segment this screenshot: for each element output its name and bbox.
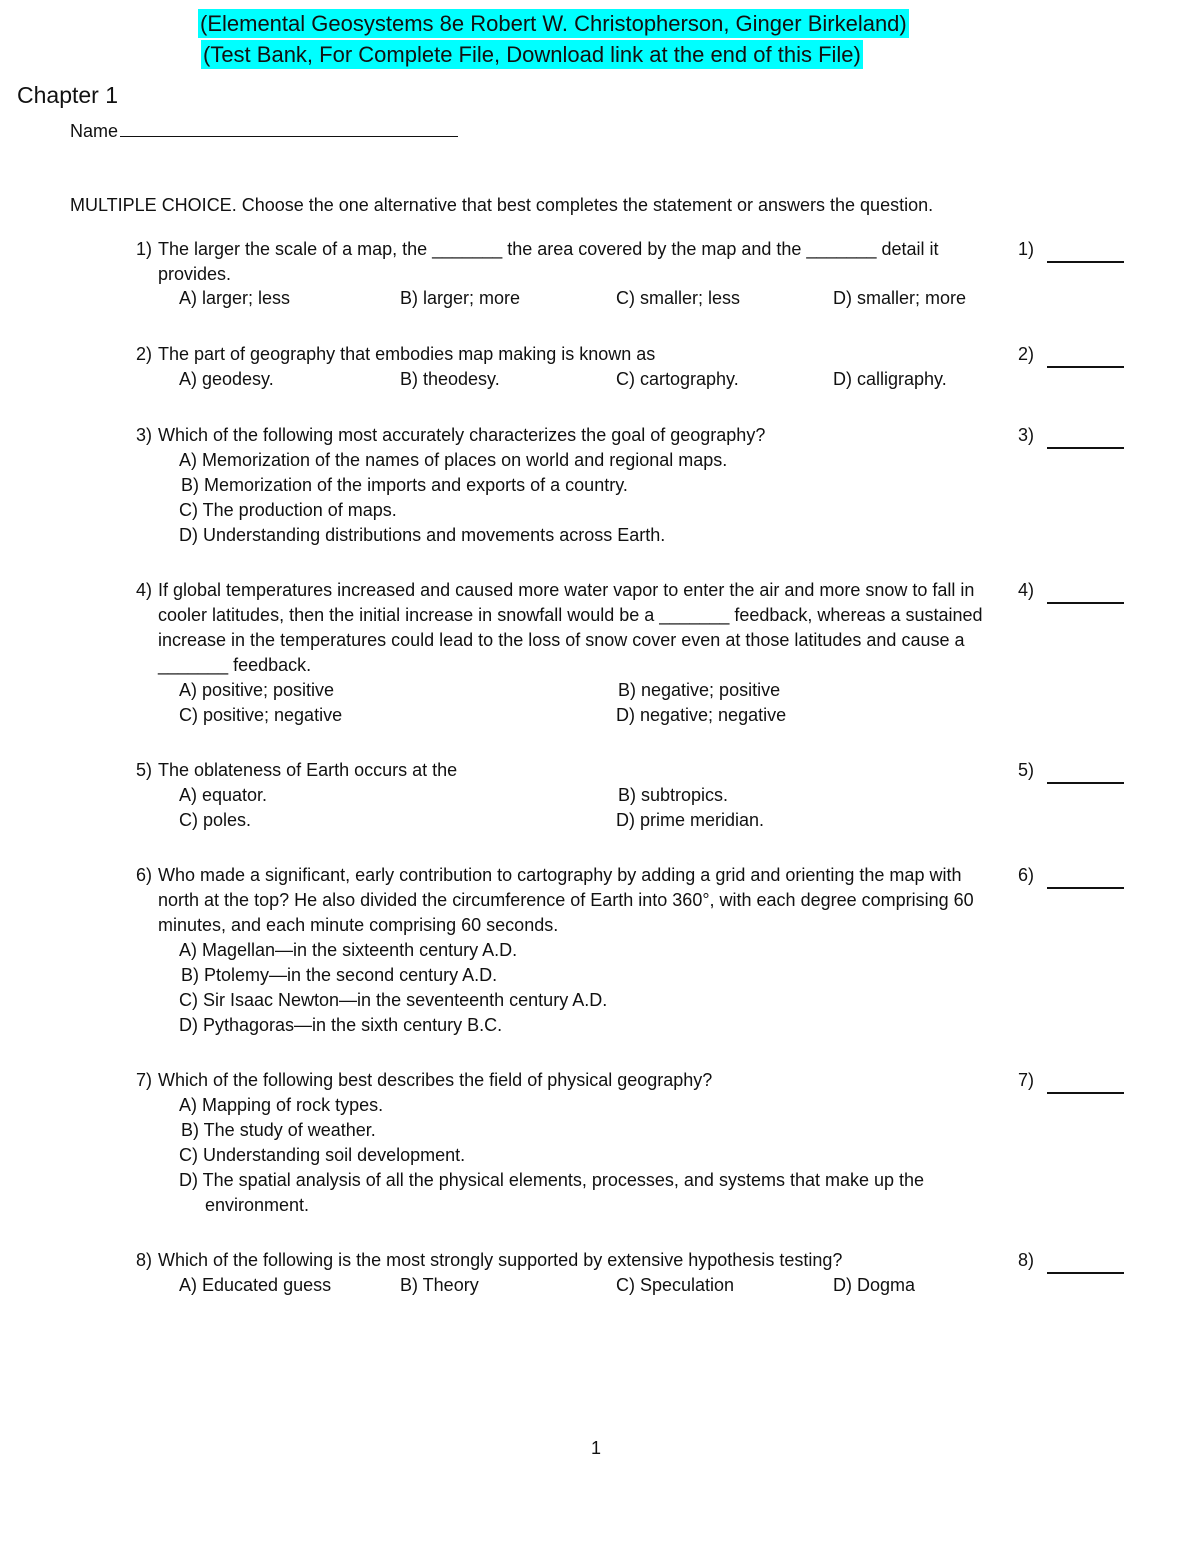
answer-label: 2) [1018,344,1035,364]
question-text: Who made a significant, early contribution to cartography by adding a grid and orienting the map with north at the top? He also divided the circumference of Earth into 360°, with each degree comprising 60 minutes, and each minute comprising 60 seconds. [158,865,974,935]
answer-label: 6) [1018,865,1035,885]
option-c: C) cartography. [616,369,739,389]
question-text: If global temperatures increased and caused more water vapor to enter the air and more snow to fall in cooler latitudes, then the initial increase in snowfall would be a _______ feedback, whereas a sustained increase in the temperatures could lead to the loss of snow cover even at those latitudes and cause a _______ feedback. [158,580,983,675]
question-number: 8) [136,1250,153,1270]
question-stem [136,423,996,448]
option-b: B) The study of weather. [181,1120,376,1140]
question-stem [136,578,996,678]
question-number: 1) [136,239,153,259]
question-number: 7) [136,1070,153,1090]
answer-blank[interactable] [1047,1272,1124,1274]
option-d: D) Understanding distributions and movements across Earth. [179,525,666,545]
option-b: B) subtropics. [618,785,729,805]
option-a: A) Mapping of rock types. [179,1095,384,1115]
question-text: Which of the following best describes the field of physical geography? [158,1070,713,1090]
question-text: The oblateness of Earth occurs at the [158,760,458,780]
option-a: A) geodesy. [179,369,274,389]
name-blank-line [120,120,458,137]
header-line-1: (Elemental Geosystems 8e Robert W. Christopherson, Ginger Birkeland) [200,11,907,36]
question-number: 5) [136,760,153,780]
answer-blank[interactable] [1047,261,1124,263]
answer-label: 4) [1018,580,1035,600]
question-text: Which of the following most accurately characterizes the goal of geography? [158,425,766,445]
answer-label: 7) [1018,1070,1035,1090]
question-stem [136,863,996,938]
answer-blank[interactable] [1047,887,1124,889]
option-c: C) smaller; less [616,288,741,308]
page-number: 1 [591,1438,602,1458]
option-b: B) Theory [400,1275,479,1295]
answer-label: 5) [1018,760,1035,780]
question-number: 6) [136,865,153,885]
name-field [70,120,458,142]
option-d: D) smaller; more [833,288,967,308]
option-b: B) Ptolemy—in the second century A.D. [181,965,498,985]
answer-blank[interactable] [1047,447,1124,449]
option-d-text: D) The spatial analysis of all the physical elements, processes, and systems that make up the environment. [179,1170,925,1215]
question-stem [136,758,996,783]
question-number: 2) [136,344,153,364]
answer-label: 8) [1018,1250,1035,1270]
option-a: A) Educated guess [179,1275,332,1295]
option-a: A) positive; positive [179,680,335,700]
option-c: C) The production of maps. [179,500,397,520]
option-b: B) negative; positive [618,680,781,700]
question-number: 4) [136,580,153,600]
question-stem [136,1248,996,1273]
question-number: 3) [136,425,153,445]
option-c: C) positive; negative [179,705,343,725]
option-d: D) negative; negative [616,705,787,725]
question-stem [136,1068,996,1093]
option-c: C) Sir Isaac Newton—in the seventeenth century A.D. [179,990,608,1010]
question-text: The larger the scale of a map, the _______ the area covered by the map and the _______ detail it provides. [158,239,939,284]
answer-label: 1) [1018,239,1035,259]
name-label: Name [70,121,119,141]
option-d: D) Dogma [833,1275,916,1295]
option-d: D) calligraphy. [833,369,947,389]
header-line-2: (Test Bank, For Complete File, Download link at the end of this File) [203,42,861,67]
option-b: B) larger; more [400,288,521,308]
option-d: D) Pythagoras—in the sixth century B.C. [179,1015,503,1035]
option-d [179,1168,969,1218]
answer-blank[interactable] [1047,602,1124,604]
option-c: C) Understanding soil development. [179,1145,466,1165]
option-a: A) larger; less [179,288,291,308]
option-c: C) Speculation [616,1275,735,1295]
chapter-title: Chapter 1 [17,82,119,108]
question-text: The part of geography that embodies map making is known as [158,344,656,364]
answer-blank[interactable] [1047,366,1124,368]
question-text: Which of the following is the most strongly supported by extensive hypothesis testing? [158,1250,843,1270]
question-stem [136,342,996,367]
instructions: MULTIPLE CHOICE. Choose the one alternative that best completes the statement or answers the question. [70,195,934,215]
option-b: B) Memorization of the imports and exports of a country. [181,475,628,495]
option-d: D) prime meridian. [616,810,765,830]
option-b: B) theodesy. [400,369,500,389]
answer-label: 3) [1018,425,1035,445]
question-stem [136,237,996,287]
option-a: A) Magellan—in the sixteenth century A.D. [179,940,518,960]
option-a: A) equator. [179,785,268,805]
answer-blank[interactable] [1047,1092,1124,1094]
option-a: A) Memorization of the names of places on world and regional maps. [179,450,728,470]
answer-blank[interactable] [1047,782,1124,784]
option-c: C) poles. [179,810,252,830]
